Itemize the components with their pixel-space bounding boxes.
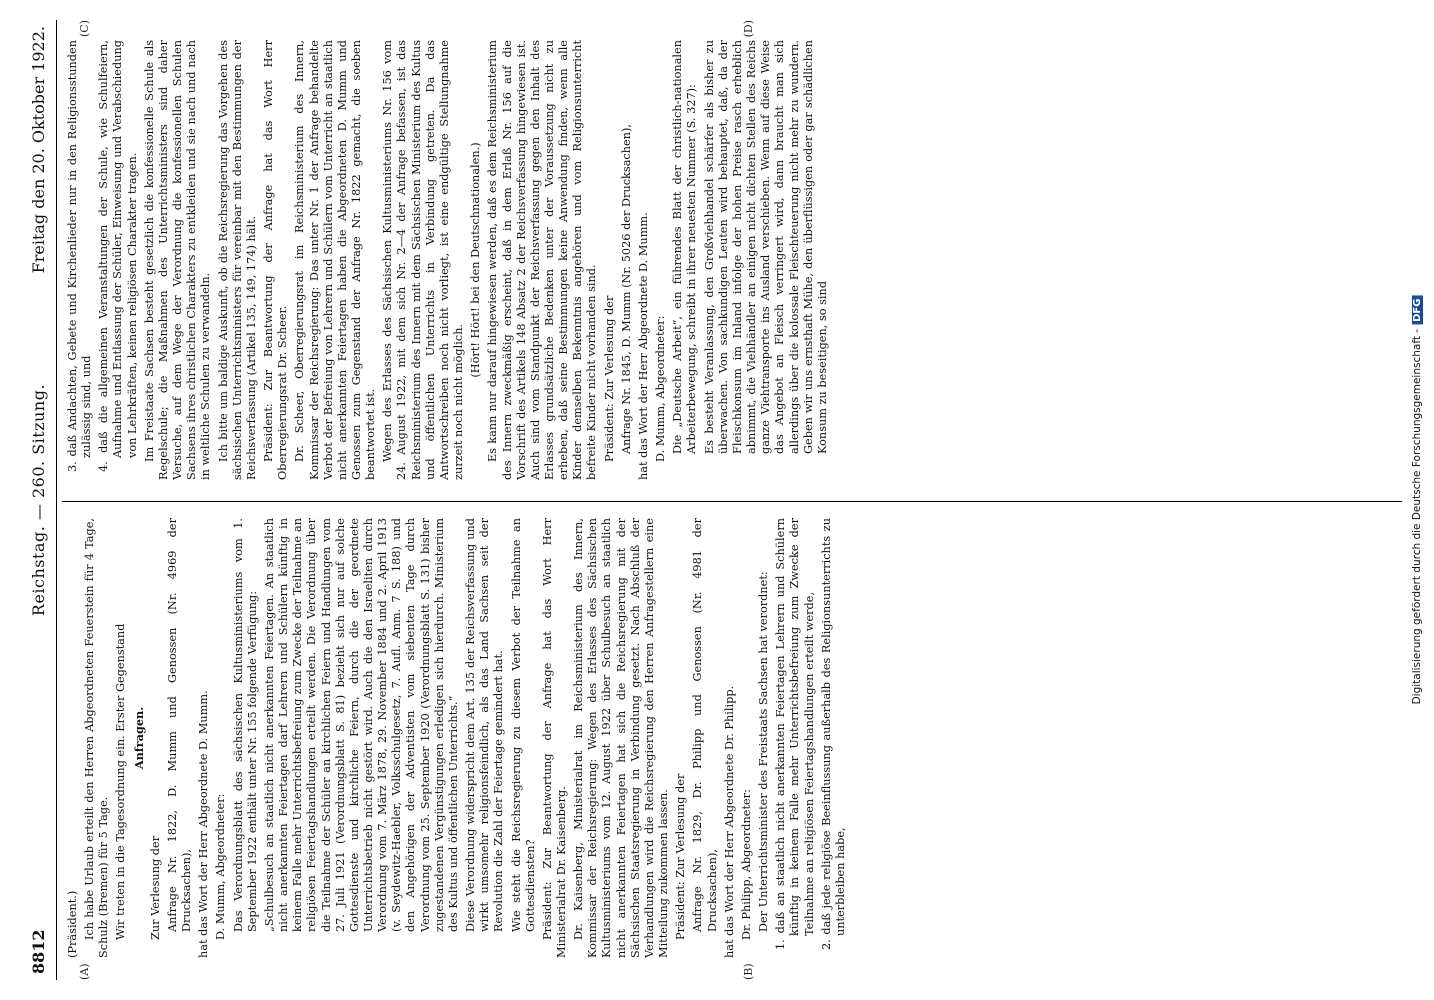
page-header <box>22 20 57 980</box>
paragraph: Die „Deutsche Arbeit“, ein führendes Blatt der christlich-nationalen Arbeiterbewegung, schreibt in ihrer neuesten Nummer (S. 327): <box>671 40 699 454</box>
paragraph: 2. daß jede religiöse Beeinflussung außerhalb des Religionsunterrichts zu unterbleiben habe, <box>819 518 847 950</box>
margin-mark-b: (B) <box>742 963 755 980</box>
paragraph: „Schulbesuch an staatlich nicht anerkannten Feiertagen. An staatlich nicht anerkannten Feiertagen darf Lehrern und Schülern künftig in keinem Falle mehr Unterrichtsbefreiung zum Zwecke der Teilnahme an religiösen Feiertagshandlungen erteilt werden. Die Verordnung über die Teilnahme der Schüler an kirchlichen Feiern und Handlungen vom 27. Juli 1921 (Verordnungsblatt S. 81) bezieht sich nur auf solche Gottesdienste und kirchliche Feiern, durch die der geordnete Unterrichtsbetrieb nicht gestört wird. Auch die den Israeliten durch Verordnung vom 7. März 1878, 29. November 1884 und 2. April 1913 (v. Seydewitz-Haebler, Volksschulgesetz, 7. Aufl. Anm. 7 S. 188) und den Angehörigen der Adventisten vom siebenten Tage durch Verordnung vom 25. September 1920 (Verordnungsblatt S. 131) bisher zugestandenen Vergünstigungen erledigen sich hierdurch. Ministerium des Kultus und öffentlichen Unterrichts.“ <box>262 518 460 932</box>
margin-mark-c: (C) <box>78 20 91 37</box>
paragraph: Ich bitte um baldige Auskunft, ob die Reichsregierung das Vorgehen des sächsischen Unterrichtsministers für vereinbar mit den Bestimmungen der Reichsverfassung (Artikel 135, 149, 174) hält. <box>216 40 258 480</box>
paragraph: Wir treten in die Tagesordnung ein. Erster Gegenstand <box>114 623 128 940</box>
paragraph: Präsident: Zur Verlesung der <box>674 773 688 940</box>
paragraph: Ich habe Urlaub erteilt den Herren Abgeordneten Feuerstein für 4 Tage, Schulz (Bremen) für 5 Tage. <box>83 518 111 958</box>
paragraph: Anfrage Nr. 1845, D. Mumm (Nr. 5026 der Drucksachen), <box>619 124 633 454</box>
digitization-note: Digitalisierung gefördert durch die Deutsche Forschungsgemeinschaft - <box>1411 328 1423 705</box>
paragraph: Wegen des Erlasses des Sächsischen Kultusministeriums Nr. 156 vom 24. August 1922, mit dem sich Nr. 2—4 der Anfrage befassen, ist das Reichsministerium des Innern mit dem Sächsischen Ministerium des Kultus und öffentlichen Unterrichts in Verbindung getreten. Da das Antwortschreiben noch nicht vorliegt, ist eine endgültige Stellungnahme zurzeit noch nicht möglich. <box>381 40 466 480</box>
paragraph: D. Mumm, Abgeordneter: <box>654 315 668 462</box>
paragraph: hat das Wort der Herr Abgeordnete D. Mumm. <box>636 212 650 480</box>
paragraph: Anfrage Nr. 1829, Dr. Philipp und Genossen (Nr. 4981 der Drucksachen), <box>691 518 719 932</box>
paragraph: 3. daß Andachten, Gebete und Kirchenlieder nur in den Religionsstunden zulässig sind, und <box>66 40 94 472</box>
dfg-logo: DFG <box>1412 296 1423 325</box>
paragraph: Diese Verordnung widerspricht dem Art. 135 der Reichsverfassung und wirkt umsomehr religionsfeindlich, als das Land Sachsen seit der Revolution die Zahl der Feiertage gemindert hat. <box>464 518 506 932</box>
paragraph: Der Unterrichtsminister des Freistaats Sachsen hat verordnet: <box>757 571 771 932</box>
paragraph: Es kann nur darauf hingewiesen werden, daß es dem Reichsministerium des Innern zweckmäßig erscheint, daß in dem Erlaß Nr. 156 auf die Vorschrift des Artikels 148 Absatz 2 der Reichsverfassung hingewiesen ist. Auch sind vom Standpunkt der Reichsverfassung gegen den Inhalt des Erlasses grundsätzliche Bedenken unter der Voraussetzung nicht zu erheben, daß seine Bestimmungen keine Anwendung finden, wenn alle Kinder demselben Bekenntnis angehören und vom Religionsunterricht befreite Kinder nicht vorhanden sind. <box>486 40 599 480</box>
paragraph: Präsident: Zur Beantwortung der Anfrage hat das Wort Herr Ministerialrat Dr. Kaisenberg. <box>540 518 568 958</box>
paragraph: D. Mumm, Abgeordneter: <box>214 793 228 940</box>
paragraph: (Hört! Hört! bei den Deutschnationalen.) <box>469 142 483 378</box>
digitization-stamp <box>1411 296 1423 705</box>
paragraph: 1. daß an staatlich nicht anerkannten Feiertagen Lehrern und Schülern künftig in keinem Falle mehr Unterrichtsbefreiung zum Zwecke der Teilnahme an religiösen Feiertagshandlungen erteilt werde, <box>774 518 816 950</box>
paragraph: Präsident: Zur Beantwortung der Anfrage hat das Wort Herr Oberregierungsrat Dr. Scheer. <box>262 40 290 480</box>
paragraph: Das Verordnungsblatt des sächsischen Kultusministeriums vom 1. September 1922 enthält unter Nr. 155 folgende Verfügung: <box>231 518 259 932</box>
page-number: 8812 <box>29 929 48 974</box>
paragraph: 4. daß die allgemeinen Veranstaltungen der Schule, wie Schulfeiern, Aufnahme und Entlassung der Schüler, Einweisung und Verabschiedung von Lehrkräften, keinen religiösen Charakter tragen. <box>97 40 139 472</box>
right-column <box>66 40 833 480</box>
paragraph: Anfragen. <box>131 706 146 770</box>
paragraph: hat das Wort der Herr Abgeordnete D. Mumm. <box>197 690 211 958</box>
paragraph: (Präsident.) <box>66 890 79 958</box>
session-title: Reichstag. — 260. Sitzung. <box>29 383 48 617</box>
margin-mark-d: (D) <box>742 20 755 38</box>
paragraph: Anfrage Nr. 1822, D. Mumm und Genossen (Nr. 4969 der Drucksachen), <box>165 518 194 932</box>
paragraph: Es besteht Veranlassung, den Großviehhandel schärfer als bisher zu überwachen. Von sachkundigen Leuten wird behauptet, daß, da der Fleischkonsum im Inland infolge der hohen Preise rasch erheblich abnimmt, die Viehhändler an einigen nicht dichten Stellen des Reichs ganze Viehtransporte ins Ausland verschieben. Wenn auf diese Weise das Angebot an Fleisch verringert wird, dann braucht man sich allerdings über die kolossale Fleischteuerung nicht mehr zu wundern. Geben wir uns ernsthaft Mühe, den überflüssigen oder gar schädlichen Konsum zu beseitigen, so sind <box>702 40 829 454</box>
paragraph: Dr. Philipp, Abgeordneter: <box>739 789 753 940</box>
session-date: Freitag den 20. Oktober 1922. <box>29 26 48 274</box>
paragraph: Im Freistaate Sachsen besteht gesetzlich die konfessionelle Schule als Regelschule; die Maßnahmen des Unterrichtsministers sind daher Versuche, auf dem Wege der Verordnung die konfessionellen Schulen Sachsens ihres christlichen Charakters zu entkleiden und sie nach und nach in weltliche Schulen zu verwandeln. <box>142 40 213 480</box>
paragraph: Dr. Kaisenberg, Ministerialrat im Reichsministerium des Innern, Kommissar der Reichsregierung: Wegen des Erlasses des Sächsischen Kultusministeriums vom 12. August 1922 über Schulbesuch an staatlich nicht anerkannten Feiertagen hat sich die Reichsregierung mit der Sächsischen Staatsregierung in Verbindung gesetzt. Nach Abschluß der Verhandlungen wird die Reichsregierung den Herren Anfragestellern eine Mitteilung zukommen lassen. <box>572 518 671 958</box>
paragraph: Dr. Scheer, Oberregierungsrat im Reichsministerium des Innern, Kommissar der Reichsregierung: Das unter Nr. 1 der Anfrage behandelte Verbot der Befreiung von Lehrern und Schülern vom Unterricht an staatlich nicht anerkannten Feiertagen haben die Abgeordneten D. Mumm und Genossen zum Gegenstand der Anfrage Nr. 1822 gemacht, die soeben beantwortet ist. <box>293 40 378 480</box>
margin-mark-a: (A) <box>78 963 91 980</box>
column-divider <box>62 501 1402 502</box>
document-page <box>22 20 1412 980</box>
paragraph: hat das Wort der Herr Abgeordnete Dr. Philipp. <box>722 685 736 958</box>
paragraph: Zur Verlesung der <box>148 835 162 940</box>
left-column <box>66 518 851 958</box>
paragraph: Wie steht die Reichsregierung zu diesem Verbot der Teilnahme an Gottesdiensten? <box>509 518 537 932</box>
paragraph: Präsident: Zur Verlesung der <box>602 295 616 462</box>
